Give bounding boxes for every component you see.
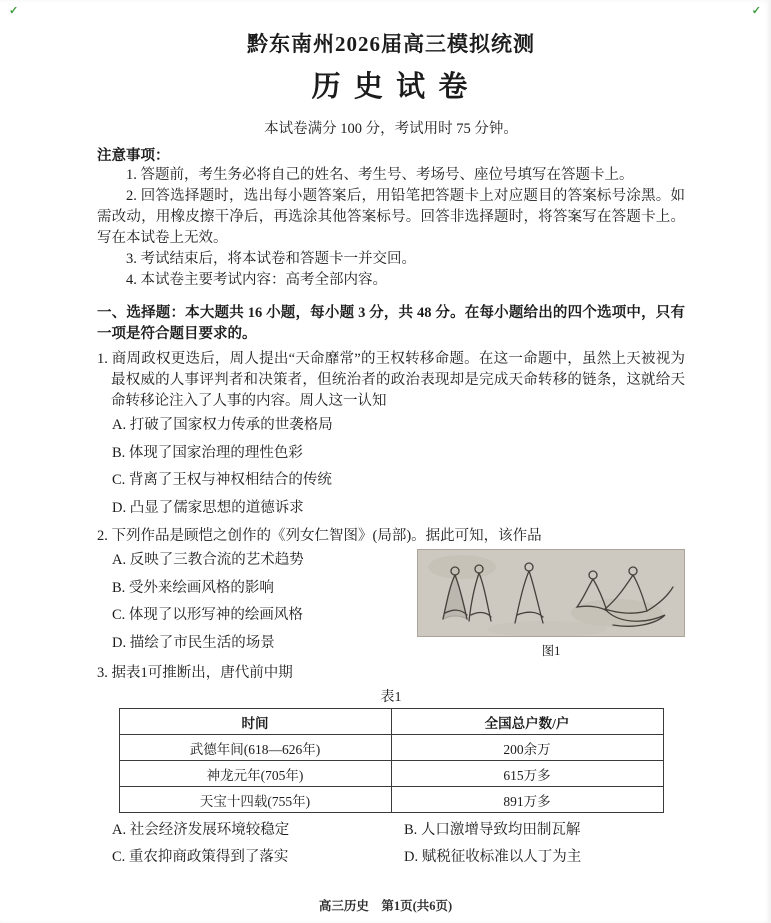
notice-title: 注意事项： (97, 148, 170, 164)
question-2 (97, 526, 685, 659)
table-cell: 200余万 (391, 735, 663, 761)
notice-item: 2. 回答选择题时，选出每小题答案后，用铅笔把答题卡上对应题目的答案标号涂黑。如需改动，用橡皮擦干净后，再选涂其他答案标号。回答非选择题时，将答案写在答题卡上。写在本试卷上无效。 (97, 188, 685, 247)
table-caption: 表1 (380, 690, 402, 706)
question-options (97, 817, 685, 871)
section-header: 一、选择题：本大题共 16 小题，每小题 3 分，共 48 分。在每小题给出的四个选项中，只有一项是符合题目要求的。 (97, 305, 685, 343)
option-b: B. 受外来绘画风格的影响 (112, 579, 274, 596)
table-cell: 神龙元年(705年) (119, 761, 391, 787)
table-cell: 615万多 (391, 761, 663, 787)
notice-item: 4. 本试卷主要考试内容：高考全部内容。 (126, 272, 387, 289)
option-b: B. 人口激增导致均田制瓦解 (404, 822, 581, 839)
table-cell: 天宝十四载(755年) (119, 787, 391, 813)
households-table (119, 708, 664, 813)
exam-title: 黔东南州2026届高三模拟统测 (247, 32, 535, 56)
question-3 (97, 663, 685, 871)
table-cell: 武德年间(618—626年) (119, 735, 391, 761)
question-stem: 1. 商周政权更迭后，周人提出“天命靡常”的王权转移命题。在这一命题中，虽然上天被视为最权威的人事评判者和决策者，但统治者的政治表现却是完成天命转移的链条，这就给天命转移论注入了人事的内容。周人这一认知 (97, 351, 685, 410)
question-1 (97, 349, 685, 522)
option-a: A. 社会经济发展环境较稳定 (112, 822, 290, 839)
table-header-cell: 全国总户数/户 (391, 709, 663, 735)
option-c: C. 背离了王权与神权相结合的传统 (112, 472, 332, 489)
exam-info-line: 本试卷满分 100 分，考试用时 75 分钟。 (264, 121, 518, 137)
table-cell: 891万多 (391, 787, 663, 813)
option-c: C. 体现了以形写神的绘画风格 (112, 607, 303, 624)
option-b: B. 体现了国家治理的理性色彩 (112, 444, 303, 461)
question2-figure (417, 549, 685, 659)
option-d: D. 描绘了市民生活的场景 (112, 635, 275, 652)
option-d: D. 凸显了儒家思想的道德诉求 (112, 499, 304, 516)
painting-image (417, 549, 685, 637)
scan-mark-icon: ✓ (9, 5, 19, 17)
table-header-row (119, 709, 663, 735)
table-header-cell: 时间 (119, 709, 391, 735)
table-row (119, 761, 663, 787)
option-a: A. 反映了三教合流的艺术趋势 (112, 552, 304, 569)
notice-item: 3. 考试结束后，将本试卷和答题卡一并交回。 (126, 251, 416, 268)
table-row (119, 735, 663, 761)
page-title: 历 史 试 卷 (311, 71, 471, 103)
table-row (119, 787, 663, 813)
notice-item: 1. 答题前，考生务必将自己的姓名、考生号、考场号、座位号填写在答题卡上。 (126, 167, 634, 183)
question-stem: 3. 据表1可推断出，唐代前中期 (97, 665, 293, 682)
question-options (97, 547, 397, 657)
scan-mark-icon: ✓ (751, 5, 761, 17)
page-footer: 高三历史 第1页(共6页) (318, 899, 453, 913)
option-d: D. 赋税征收标准以人丁为主 (404, 849, 582, 866)
question-stem: 2. 下列作品是顾恺之创作的《列女仁智图》(局部)。据此可知，该作品 (97, 528, 542, 545)
figure-caption: 图1 (541, 644, 561, 659)
option-c: C. 重农抑商政策得到了落实 (112, 849, 289, 866)
option-a: A. 打破了国家权力传承的世袭格局 (112, 417, 333, 434)
